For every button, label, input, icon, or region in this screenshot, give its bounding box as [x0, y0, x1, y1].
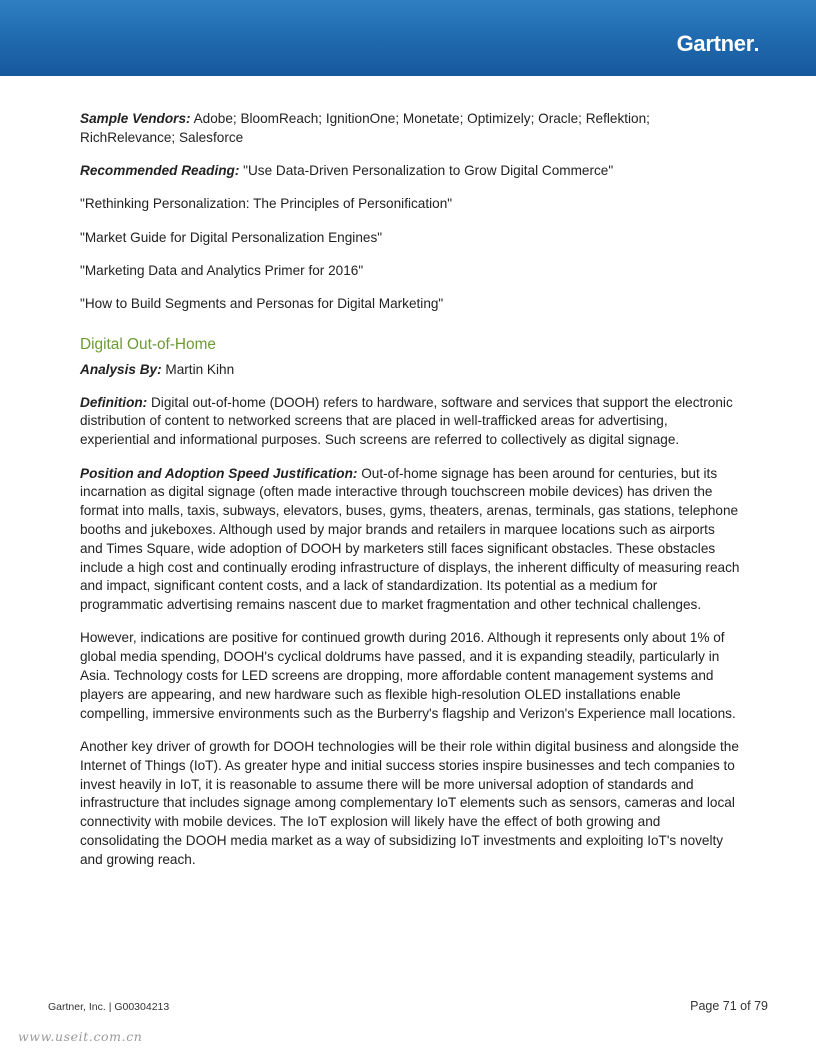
section-heading: Digital Out-of-Home: [80, 336, 216, 354]
recommended-reading-label: Recommended Reading:: [80, 163, 240, 179]
definition-label: Definition:: [80, 394, 148, 410]
gartner-logo: [677, 31, 758, 57]
reading-item: "Rethinking Personalization: The Principles of Personification": [80, 196, 453, 212]
analysis-author: Martin Kihn: [165, 361, 235, 377]
analysis-paragraph: [80, 361, 740, 380]
definition-paragraph: [80, 394, 740, 450]
sample-vendors-paragraph: [80, 110, 740, 148]
footer-document-id: Gartner, Inc. | G00304213: [48, 1001, 170, 1013]
analysis-label: Analysis By:: [80, 361, 162, 377]
recommended-reading-paragraph: [80, 162, 740, 181]
body-paragraph: However, indications are positive for continued growth during 2016. Although it represents only about 1% of global media spending, DOOH's cyclical doldrums have passed, and it is expanding steadily, particularly in Asia. Technology costs for LED screens are dropping, more affordable content management systems and players are appearing, and new hardware such as flexible high-resolution OLED installations enable compelling, immersive environments such as the Burberry's flagship and Verizon's Experience mall locations.: [80, 630, 736, 721]
footer-page-number: Page 71 of 79: [690, 999, 768, 1013]
reading-item: "Market Guide for Digital Personalization Engines": [80, 229, 383, 245]
body-paragraph: Another key driver of growth for DOOH technologies will be their role within digital business and alongside the Internet of Things (IoT). As greater hype and initial success stories inspire businesses and tech companies to invest heavily in IoT, it is reasonable to assume there will be more universal adoption of standards and infrastructure that includes signage among complementary IoT elements such as sensors, cameras and local connectivity with mobile devices. The IoT explosion will likely have the effect of both growing and consolidating the DOOH media market as a way of subsidizing IoT investments and exploiting IoT's novelty and growing reach.: [80, 738, 739, 867]
reading-item: "Use Data-Driven Personalization to Grow Digital Commerce": [243, 163, 614, 179]
position-paragraph: [80, 465, 740, 615]
logo-text: Gartner: [676, 31, 754, 56]
position-label: Position and Adoption Speed Justification:: [80, 465, 358, 481]
reading-item: "Marketing Data and Analytics Primer for 2016": [80, 262, 364, 278]
document-body: [80, 110, 740, 884]
logo-dot-icon: [755, 48, 758, 51]
sample-vendors-text: Adobe; BloomReach; IgnitionOne; Monetate; Optimizely; Oracle; Reflektion; RichRelevance; Salesforce: [80, 111, 650, 145]
watermark: www.useit.com.cn: [18, 1029, 143, 1044]
sample-vendors-label: Sample Vendors:: [80, 111, 191, 126]
reading-item: "How to Build Segments and Personas for Digital Marketing": [80, 296, 444, 312]
definition-text: Digital out-of-home (DOOH) refers to hardware, software and services that support the electronic distribution of content to networked screens that are placed in well-trafficked areas for advertising, experiential and informational purposes. Such screens are referred to collectively as digital signage.: [80, 394, 733, 448]
page-header: [0, 0, 816, 76]
position-text: Out-of-home signage has been around for centuries, but its incarnation as digital signage (often made interactive through touchscreen mobile devices) has driven the format into malls, taxis, subways, elevators, buses, gyms, theaters, arenas, terminals, gas stations, telephone booths and jukeboxes. Although used by major brands and retailers in marquee locations such as airports and Times Square, wide adoption of DOOH by marketers still faces significant obstacles. These obstacles include a high cost and continually eroding infrastructure of displays, the inherent difficulty of measuring reach and impact, significant content costs, and a lack of standardization. Its potential as a medium for programmatic advertising remains nascent due to market fragmentation and other technical challenges.: [80, 465, 740, 613]
